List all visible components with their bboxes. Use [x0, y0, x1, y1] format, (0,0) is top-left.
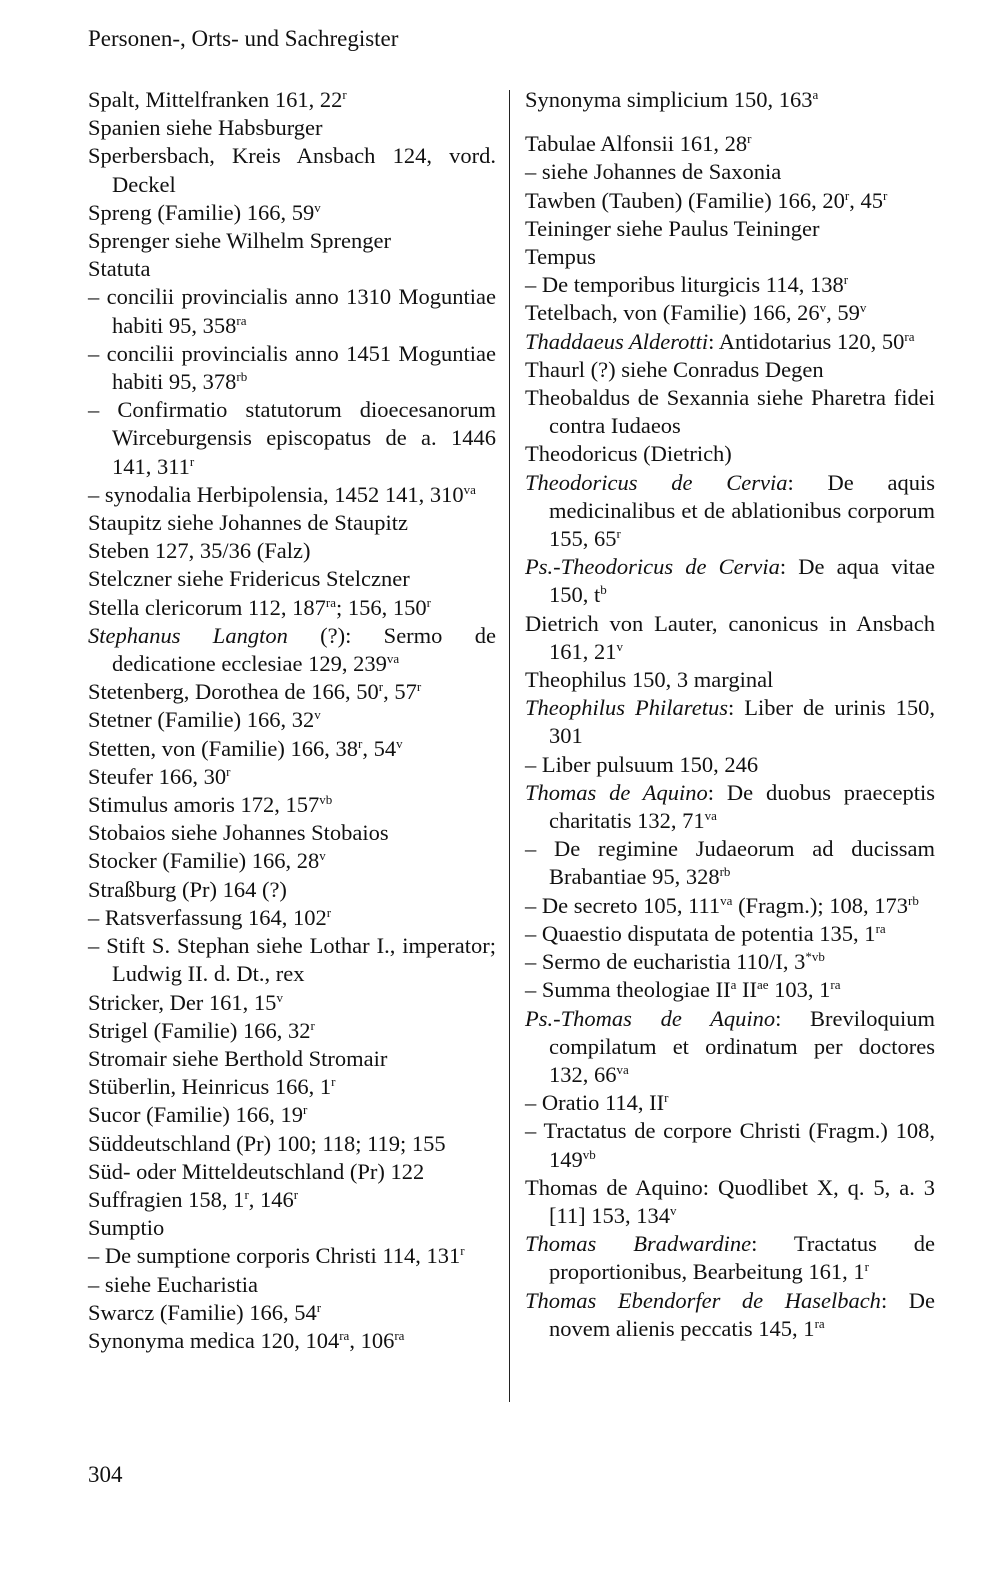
entry-text: Stricker, Der 161, 15 [88, 989, 277, 1015]
folio-superscript: rb [236, 369, 248, 385]
entry-text: – Ratsverfassung 164, 102 [88, 904, 327, 930]
entry-text: – Quaestio disputata de potentia 135, 1 [525, 920, 876, 946]
folio-superscript: v [859, 300, 867, 316]
entry-text: Tempus [525, 244, 596, 270]
index-entry [88, 678, 496, 706]
index-entry [88, 537, 496, 565]
folio-superscript: r [293, 1186, 299, 1202]
entry-text: (Fragm.); 108, 173 [732, 892, 909, 918]
author-name: Stephanus Langton [88, 622, 288, 648]
entry-text: Sucor (Familie) 166, 19 [88, 1102, 303, 1128]
index-entry [525, 835, 935, 891]
entry-text: – Tractatus de corpore Christi (Fragm.) 108, 149 [525, 1118, 935, 1172]
entry-text: Swarcz (Familie) 166, 54 [88, 1299, 317, 1325]
entry-text: Stetenberg, Dorothea de 166, 50 [88, 679, 379, 705]
folio-superscript: va [720, 892, 733, 908]
entry-text: Strigel (Familie) 166, 32 [88, 1017, 311, 1043]
entry-text: – De temporibus liturgicis 114, 138 [525, 272, 844, 298]
folio-superscript: a [730, 977, 737, 993]
entry-text: – De regimine Judaeorum ad ducissam Brabantiae 95, 328 [525, 836, 935, 890]
entry-text: : Tractatus de proportionibus, Bearbeitung 161, 1 [549, 1231, 935, 1285]
folio-superscript: r [302, 1102, 308, 1118]
index-entry [525, 469, 935, 554]
index-entry [525, 1089, 935, 1117]
index-entry [88, 1271, 496, 1299]
folio-superscript: rb [908, 892, 919, 908]
entry-text: Stetten, von (Familie) 166, 38 [88, 735, 358, 761]
author-name: Theophilus Philaretus [525, 695, 728, 721]
entry-text: : De aqua vitae 150, t [549, 554, 936, 608]
entry-text: – Sermo de eucharistia 110/I, 3 [525, 949, 806, 975]
index-entry [88, 283, 496, 339]
author-name: Thomas Bradwardine [525, 1231, 752, 1257]
entry-text: Sumptio [88, 1215, 165, 1241]
index-entry [525, 948, 935, 976]
index-entry [88, 932, 496, 988]
folio-superscript: r [378, 679, 384, 695]
entry-text: – De secreto 105, 111 [525, 892, 721, 918]
folio-superscript: va [616, 1061, 629, 1077]
entry-text: Süddeutschland (Pr) 100; 118; 119; 155 [88, 1130, 446, 1156]
folio-superscript: r [843, 272, 849, 288]
entry-text: – concilii provincialis anno 1451 Moguntiae habiti 95, 378 [88, 340, 496, 395]
folio-superscript: r [310, 1017, 315, 1033]
entry-text: Tabulae Alfonsii 161, 28 [525, 131, 748, 157]
entry-text: Straßburg (Pr) 164 (?) [88, 876, 287, 902]
index-entry [525, 356, 935, 384]
index-entry [525, 384, 935, 440]
folio-superscript: r [460, 1243, 465, 1259]
index-entry [525, 440, 935, 468]
entry-text: : De duobus praeceptis charitatis 132, 71 [549, 779, 935, 834]
index-entry [525, 1287, 935, 1343]
entry-text: Stella clericorum 112, 187 [88, 594, 326, 620]
index-entry [525, 553, 935, 609]
entry-text: Tawben (Tauben) (Familie) 166, 20 [525, 187, 845, 213]
column-divider [509, 90, 510, 1402]
folio-superscript: va [463, 481, 476, 497]
folio-superscript: r [747, 131, 752, 147]
folio-superscript: r [882, 187, 888, 203]
entry-text: Teininger siehe Paulus Teininger [525, 215, 820, 241]
entry-text: Synonyma simplicium 150, 163 [525, 87, 813, 112]
folio-superscript: r [426, 594, 431, 610]
page-number: 304 [88, 1462, 123, 1487]
index-entry [525, 158, 935, 186]
folio-superscript: v [314, 707, 321, 723]
folio-superscript: r [331, 1074, 336, 1090]
index-entry [88, 199, 496, 227]
entry-text: Stüberlin, Heinricus 166, 1 [88, 1074, 332, 1100]
folio-superscript: r [189, 453, 195, 469]
index-entry [88, 735, 496, 763]
index-entry [525, 130, 935, 158]
entry-text: Süd- oder Mitteldeutschland (Pr) 122 [88, 1158, 425, 1184]
folio-superscript: va [386, 651, 400, 667]
folio-superscript: ra [904, 328, 915, 344]
entry-text: – Confirmatio statutorum dioecesanorum Wirceburgensis episcopatus de a. 1446 141, 311 [88, 397, 496, 479]
index-entry [88, 904, 496, 932]
entry-text: , 106 [349, 1327, 395, 1353]
entry-text: – siehe Johannes de Saxonia [525, 159, 782, 185]
entry-text: – Summa theologiae II [525, 977, 731, 1003]
entry-text: Stimulus amoris 172, 157 [88, 792, 320, 818]
author-name: Thomas de Aquino [525, 779, 708, 805]
index-entry [88, 509, 496, 537]
entry-text: – Stift S. Stephan siehe Lothar I., imperator; Ludwig II. d. Dt., rex [88, 933, 496, 987]
folio-superscript: *vb [805, 949, 825, 965]
folio-superscript: r [226, 763, 231, 779]
index-entry [88, 1017, 496, 1045]
entry-text: Spreng (Familie) 166, 59 [88, 199, 315, 225]
folio-superscript: r [342, 87, 347, 102]
folio-superscript: v [819, 300, 827, 316]
folio-superscript: r [864, 1259, 869, 1275]
index-entry [88, 396, 496, 481]
folio-superscript: a [812, 87, 819, 102]
index-entry [88, 1214, 496, 1242]
entry-text: : Liber de urinis 150, 301 [549, 695, 935, 749]
entry-text: 103, 1 [768, 977, 831, 1003]
folio-superscript: r [244, 1186, 249, 1202]
author-name: Ps.-Thomas de Aquino [525, 1005, 776, 1031]
entry-text: Stromair siehe Berthold Stromair [88, 1045, 388, 1071]
folio-superscript: b [600, 582, 607, 598]
author-name: Thaddaeus Alderotti [525, 328, 709, 354]
index-entry [88, 791, 496, 819]
index-entry [88, 763, 496, 791]
index-entry [525, 271, 935, 299]
index-column-left [88, 86, 496, 1355]
entry-text: Suffragien 158, 1 [88, 1186, 245, 1212]
index-entry [88, 622, 496, 678]
folio-superscript: v [314, 199, 321, 215]
index-entry [525, 920, 935, 948]
folio-superscript: ra [814, 1315, 825, 1331]
index-entry [88, 114, 496, 142]
index-entry [525, 751, 935, 779]
entry-text: Theobaldus de Sexannia siehe Pharetra fidei contra Iudaeos [525, 385, 935, 439]
index-entry [88, 1045, 496, 1073]
author-name: Thomas Ebendorfer de Haselbach [525, 1287, 881, 1313]
folio-superscript: vb [582, 1146, 596, 1162]
entry-text: Sperbersbach, Kreis Ansbach 124, vord. Deckel [88, 143, 496, 197]
folio-superscript: ra [339, 1327, 350, 1343]
folio-superscript: ra [875, 920, 886, 936]
index-entry [525, 299, 935, 327]
entry-text: , 59 [826, 300, 860, 326]
folio-superscript: vb [319, 792, 333, 808]
folio-superscript: v [276, 989, 283, 1005]
index-entry [88, 227, 496, 255]
folio-superscript: ra [830, 977, 841, 993]
folio-superscript: ra [236, 312, 247, 328]
author-name: Ps.-Theodoricus de Cervia [525, 554, 780, 580]
entry-text: Sprenger siehe Wilhelm Sprenger [88, 228, 391, 254]
index-entry [525, 1117, 935, 1173]
running-header: Personen-, Orts- und Sachregister [88, 26, 399, 51]
entry-text: Steufer 166, 30 [88, 763, 227, 789]
index-entry [525, 1174, 935, 1230]
index-entry [88, 706, 496, 734]
index-entry [88, 1327, 496, 1355]
entry-text: : De novem alienis peccatis 145, 1 [549, 1287, 935, 1341]
folio-superscript: r [326, 904, 332, 920]
entry-text: Staupitz siehe Johannes de Staupitz [88, 510, 408, 536]
entry-text: Stobaios siehe Johannes Stobaios [88, 820, 389, 846]
index-entry [88, 340, 496, 396]
folio-superscript: v [396, 735, 403, 751]
entry-text: : De aquis medicinalibus et de ablationibus corporum 155, 65 [549, 469, 935, 552]
index-entry [525, 328, 935, 356]
index-entry [88, 1242, 496, 1270]
index-entry [88, 847, 496, 875]
entry-text: ; 156, 150 [335, 594, 427, 620]
entry-text: : Breviloquium compilatum et ordinatum per doctores 132, 66 [549, 1005, 935, 1087]
folio-superscript: va [704, 808, 717, 824]
entry-text: Thomas de Aquino: Quodlibet X, q. 5, a. 3 [11] 153, 134 [525, 1174, 935, 1228]
index-entry [88, 1158, 496, 1186]
folio-superscript: v [616, 638, 623, 654]
index-entry [88, 1101, 496, 1129]
index-entry [88, 255, 496, 283]
folio-superscript: ra [325, 594, 336, 610]
entry-text: Stetner (Familie) 166, 32 [88, 707, 315, 733]
entry-text: , 57 [383, 679, 417, 705]
index-entry [525, 892, 935, 920]
folio-superscript: r [616, 526, 621, 542]
entry-text: – De sumptione corporis Christi 114, 131 [88, 1243, 461, 1269]
entry-text: Spanien siehe Habsburger [88, 115, 323, 141]
entry-text: Spalt, Mittelfranken 161, 22 [88, 87, 343, 112]
index-entry [525, 694, 935, 750]
folio-superscript: ae [756, 977, 769, 993]
entry-text: : Antidotarius 120, 50 [708, 328, 905, 354]
index-entry [88, 876, 496, 904]
entry-text: Dietrich von Lauter, canonicus in Ansbach 161, 21 [525, 610, 935, 664]
index-entry [88, 565, 496, 593]
entry-text: – Liber pulsuum 150, 246 [525, 751, 759, 777]
entry-text: Synonyma medica 120, 104 [88, 1327, 340, 1353]
index-entry [525, 215, 935, 243]
folio-superscript: v [319, 848, 326, 864]
index-column-right [525, 86, 935, 1343]
index-entry [525, 666, 935, 694]
entry-text: , 54 [362, 735, 397, 761]
folio-superscript: v [670, 1202, 677, 1218]
index-entry [88, 989, 496, 1017]
entry-text: , 45 [849, 187, 883, 213]
index-entry [525, 976, 935, 1004]
folio-superscript: r [357, 735, 363, 751]
entry-text: – siehe Eucharistia [88, 1271, 258, 1297]
folio-superscript: r [416, 679, 422, 695]
entry-text: (?): Sermo de dedicatione ecclesiae 129, 239 [112, 622, 496, 677]
entry-text: Statuta [88, 256, 151, 282]
folio-superscript: rb [719, 864, 731, 880]
entry-text: Steben 127, 35/36 (Falz) [88, 538, 311, 564]
index-entry [525, 779, 935, 835]
index-entry [88, 1130, 496, 1158]
entry-text: – Oratio 114, II [525, 1090, 665, 1116]
index-entry [88, 481, 496, 509]
entry-text: Theophilus 150, 3 marginal [525, 667, 774, 693]
index-entry [88, 142, 496, 198]
author-name: Theodoricus de Cervia [525, 469, 788, 495]
index-entry [525, 86, 935, 114]
index-entry [88, 1186, 496, 1214]
index-entry [525, 1230, 935, 1286]
entry-text: , 146 [248, 1186, 294, 1212]
index-entry [525, 610, 935, 666]
entry-text: Theodoricus (Dietrich) [525, 441, 732, 467]
entry-text: Tetelbach, von (Familie) 166, 26 [525, 300, 820, 326]
entry-text: Stelczner siehe Fridericus Stelczner [88, 566, 410, 592]
index-entry [88, 86, 496, 114]
index-entry [88, 1073, 496, 1101]
index-entry [88, 1299, 496, 1327]
index-entry [525, 1005, 935, 1090]
entry-text: II [736, 977, 757, 1003]
entry-text: – concilii provincialis anno 1310 Moguntiae habiti 95, 358 [88, 284, 496, 338]
entry-text: Stocker (Familie) 166, 28 [88, 848, 320, 874]
folio-superscript: r [316, 1299, 322, 1315]
index-entry [88, 594, 496, 622]
folio-superscript: ra [394, 1327, 405, 1343]
index-entry [525, 243, 935, 271]
index-entry [525, 187, 935, 215]
folio-superscript: r [664, 1090, 669, 1106]
index-entry [88, 819, 496, 847]
entry-text: – synodalia Herbipolensia, 1452 141, 310 [88, 481, 464, 507]
folio-superscript: r [844, 187, 850, 203]
entry-text: Thaurl (?) siehe Conradus Degen [525, 356, 824, 382]
